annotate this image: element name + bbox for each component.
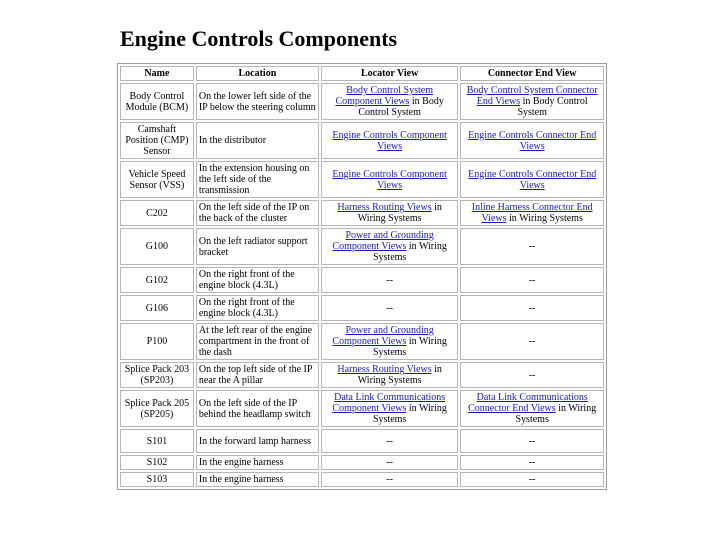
cell-location: In the engine harness [196, 472, 319, 487]
column-header-name: Name [120, 66, 194, 81]
cell-connector-end-view-empty: -- [528, 369, 536, 381]
cell-name: S102 [120, 455, 194, 470]
cell-locator-view [321, 390, 458, 427]
cell-connector-end-view [460, 390, 604, 427]
cell-locator-view-empty: -- [386, 457, 393, 468]
column-header-locator-view: Locator View [321, 66, 458, 81]
cell-connector-end-view [460, 228, 604, 265]
cell-location: On the lower left side of the IP below the steering column [196, 83, 319, 120]
cell-location: In the distributor [196, 122, 319, 159]
cell-name: Splice Pack 205 (SP205) [120, 390, 194, 427]
cell-connector-end-view [460, 323, 604, 360]
cell-locator-view-suffix: in Wiring Systems [372, 336, 447, 358]
cell-connector-end-view-link[interactable]: Body Control System Connector End Views [466, 85, 598, 107]
cell-connector-end-view [460, 362, 604, 388]
cell-locator-view-empty: -- [386, 435, 393, 447]
cell-locator-view-suffix: in Wiring Systems [357, 202, 442, 224]
cell-location: On the left radiator support bracket [196, 228, 319, 265]
components-table [118, 64, 606, 489]
cell-name: S103 [120, 472, 194, 487]
table-row [120, 362, 604, 388]
cell-connector-end-view-link[interactable]: Engine Controls Connector End Views [468, 168, 597, 191]
cell-location: At the left rear of the engine compartment in the front of the dash [196, 323, 319, 360]
cell-location: On the left side of the IP on the back of the cluster [196, 200, 319, 226]
cell-connector-end-view [460, 161, 604, 198]
column-header-connector-end-view: Connector End View [460, 66, 604, 81]
cell-name: Splice Pack 203 (SP203) [120, 362, 194, 388]
cell-connector-end-view [460, 122, 604, 159]
components-table-frame [117, 63, 607, 490]
cell-connector-end-view-empty: -- [528, 274, 536, 286]
table-row [120, 200, 604, 226]
cell-connector-end-view-empty: -- [528, 241, 536, 252]
page-title: Engine Controls Components [120, 26, 398, 51]
cell-connector-end-view-link[interactable]: Engine Controls Connector End Views [468, 129, 597, 152]
cell-location: In the extension housing on the left side of the transmission [196, 161, 319, 198]
cell-connector-end-view [460, 200, 604, 226]
cell-connector-end-view-link[interactable]: Inline Harness Connector End Views [471, 202, 593, 224]
table-row [120, 228, 604, 265]
cell-name: Camshaft Position (CMP) Sensor [120, 122, 194, 159]
cell-name: G100 [120, 228, 194, 265]
cell-locator-view [321, 161, 458, 198]
cell-connector-end-view-empty: -- [528, 474, 536, 485]
table-row [120, 429, 604, 453]
cell-connector-end-view [460, 295, 604, 321]
cell-name: Vehicle Speed Sensor (VSS) [120, 161, 194, 198]
cell-location: On the right front of the engine block (4.3L) [196, 267, 319, 293]
cell-location: On the left side of the IP behind the headlamp switch [196, 390, 319, 427]
cell-connector-end-view [460, 429, 604, 453]
cell-locator-view-empty: -- [386, 302, 393, 314]
cell-connector-end-view-empty: -- [528, 435, 536, 447]
cell-locator-view-empty: -- [386, 474, 393, 485]
cell-locator-view [321, 455, 458, 470]
cell-name: P100 [120, 323, 194, 360]
table-row [120, 323, 604, 360]
cell-locator-view [321, 267, 458, 293]
cell-name: G102 [120, 267, 194, 293]
cell-connector-end-view [460, 83, 604, 120]
table-row [120, 295, 604, 321]
cell-locator-view-suffix: in Body Control System [358, 96, 444, 118]
cell-name: G106 [120, 295, 194, 321]
cell-location: On the top left side of the IP near the A pillar [196, 362, 319, 388]
cell-locator-view-link[interactable]: Harness Routing Views [337, 364, 432, 375]
cell-name: C202 [120, 200, 194, 226]
cell-locator-view [321, 200, 458, 226]
cell-locator-view [321, 472, 458, 487]
cell-connector-end-view [460, 267, 604, 293]
cell-locator-view-link[interactable]: Body Control System Component Views [335, 85, 433, 107]
cell-locator-view [321, 295, 458, 321]
cell-locator-view-suffix: in Wiring Systems [372, 241, 447, 263]
table-row [120, 83, 604, 120]
cell-connector-end-view-suffix: in Wiring Systems [506, 213, 583, 224]
cell-locator-view [321, 83, 458, 120]
cell-locator-view-link[interactable]: Data Link Communications Component Views [332, 392, 446, 414]
table-row [120, 267, 604, 293]
cell-connector-end-view-suffix: in Wiring Systems [515, 403, 597, 425]
cell-locator-view [321, 228, 458, 265]
cell-locator-view-link[interactable]: Power and Grounding Component Views [332, 325, 434, 347]
cell-locator-view [321, 429, 458, 453]
cell-locator-view-link[interactable]: Engine Controls Component Views [332, 168, 447, 191]
cell-connector-end-view [460, 455, 604, 470]
cell-location: In the engine harness [196, 455, 319, 470]
cell-locator-view-empty: -- [386, 274, 393, 286]
cell-name: Body Control Module (BCM) [120, 83, 194, 120]
table-row [120, 472, 604, 487]
cell-connector-end-view-empty: -- [528, 302, 536, 314]
cell-name: S101 [120, 429, 194, 453]
column-header-location: Location [196, 66, 319, 81]
table-row [120, 122, 604, 159]
cell-locator-view-suffix: in Wiring Systems [357, 364, 442, 386]
cell-locator-view [321, 323, 458, 360]
table-header-row [120, 66, 604, 81]
cell-connector-end-view-empty: -- [528, 336, 536, 347]
cell-connector-end-view-suffix: in Body Control System [517, 96, 588, 118]
cell-connector-end-view-link[interactable]: Data Link Communications Connector End Views [468, 392, 588, 414]
cell-location: On the right front of the engine block (4.3L) [196, 295, 319, 321]
cell-locator-view [321, 362, 458, 388]
cell-location: In the forward lamp harness [196, 429, 319, 453]
table-row [120, 161, 604, 198]
cell-connector-end-view [460, 472, 604, 487]
cell-locator-view-link[interactable]: Engine Controls Component Views [332, 129, 447, 152]
cell-locator-view-link[interactable]: Power and Grounding Component Views [332, 230, 434, 252]
cell-locator-view [321, 122, 458, 159]
cell-locator-view-link[interactable]: Harness Routing Views [337, 202, 432, 213]
table-row [120, 455, 604, 470]
table-row [120, 390, 604, 427]
cell-connector-end-view-empty: -- [528, 457, 536, 468]
cell-locator-view-suffix: in Wiring Systems [372, 403, 447, 425]
